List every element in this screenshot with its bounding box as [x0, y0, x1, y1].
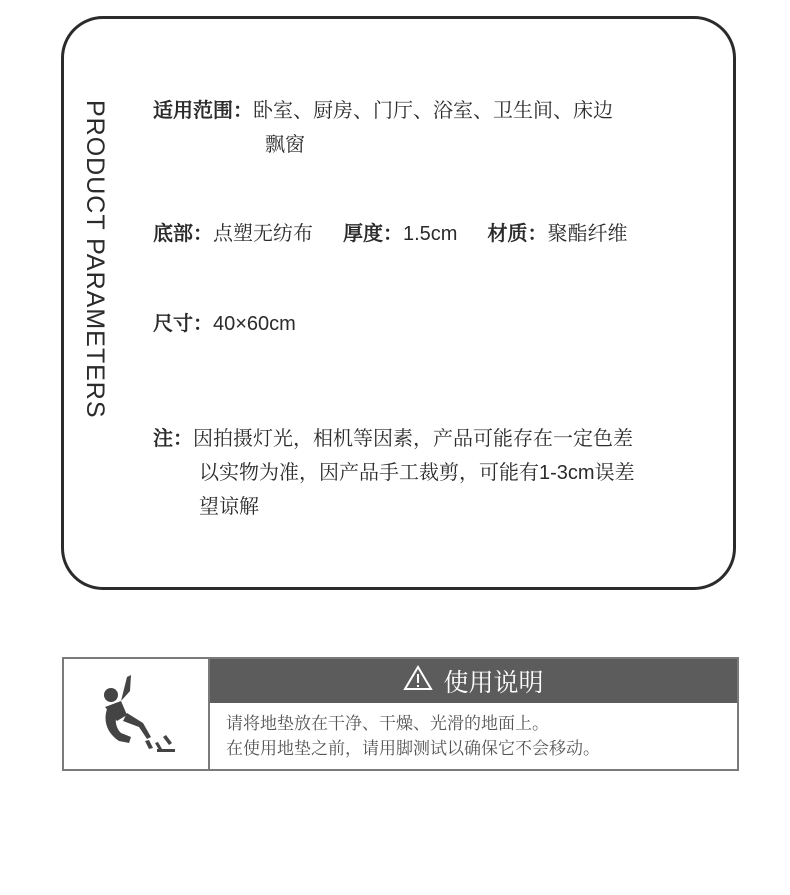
note-line1: 因拍摄灯光，相机等因素，产品可能存在一定色差 — [193, 428, 633, 450]
note-row — [153, 422, 713, 524]
scope-row — [153, 94, 713, 162]
base-value: 点塑无纺布 — [213, 223, 313, 245]
note-line3: 望谅解 — [199, 496, 259, 518]
size-label: 尺寸： — [153, 313, 213, 335]
thickness-label: 厚度： — [343, 223, 403, 245]
usage-instructions-text — [226, 711, 727, 761]
slipping-person-icon — [97, 671, 179, 755]
size-row — [153, 307, 296, 341]
note-label: 注： — [153, 428, 193, 450]
base-label: 底部： — [153, 223, 213, 245]
scope-value: 卧室、厨房、门厅、浴室、卫生间、床边 — [253, 100, 613, 122]
warning-icon-cell — [64, 659, 210, 769]
warning-triangle-icon — [403, 665, 433, 698]
base-row — [153, 217, 627, 251]
size-value: 40×60cm — [213, 313, 296, 335]
usage-instructions-header — [210, 659, 737, 703]
material-label: 材质： — [487, 223, 548, 245]
thickness-value: 1.5cm — [403, 223, 458, 245]
side-title: PRODUCT PARAMETERS — [81, 100, 109, 419]
scope-label: 适用范围： — [153, 100, 253, 122]
usage-line-1: 请将地垫放在干净、干燥、光滑的地面上。 — [226, 714, 549, 733]
usage-instructions-title: 使用说明 — [443, 669, 544, 697]
usage-instructions-box — [62, 657, 739, 771]
usage-line-2: 在使用地垫之前，请用脚测试以确保它不会移动。 — [226, 739, 600, 758]
note-line2: 以实物为准，因产品手工裁剪，可能有1-3cm误差 — [199, 462, 635, 484]
scope-value-continued: 飘窗 — [265, 134, 305, 156]
material-value: 聚酯纤维 — [547, 223, 628, 245]
